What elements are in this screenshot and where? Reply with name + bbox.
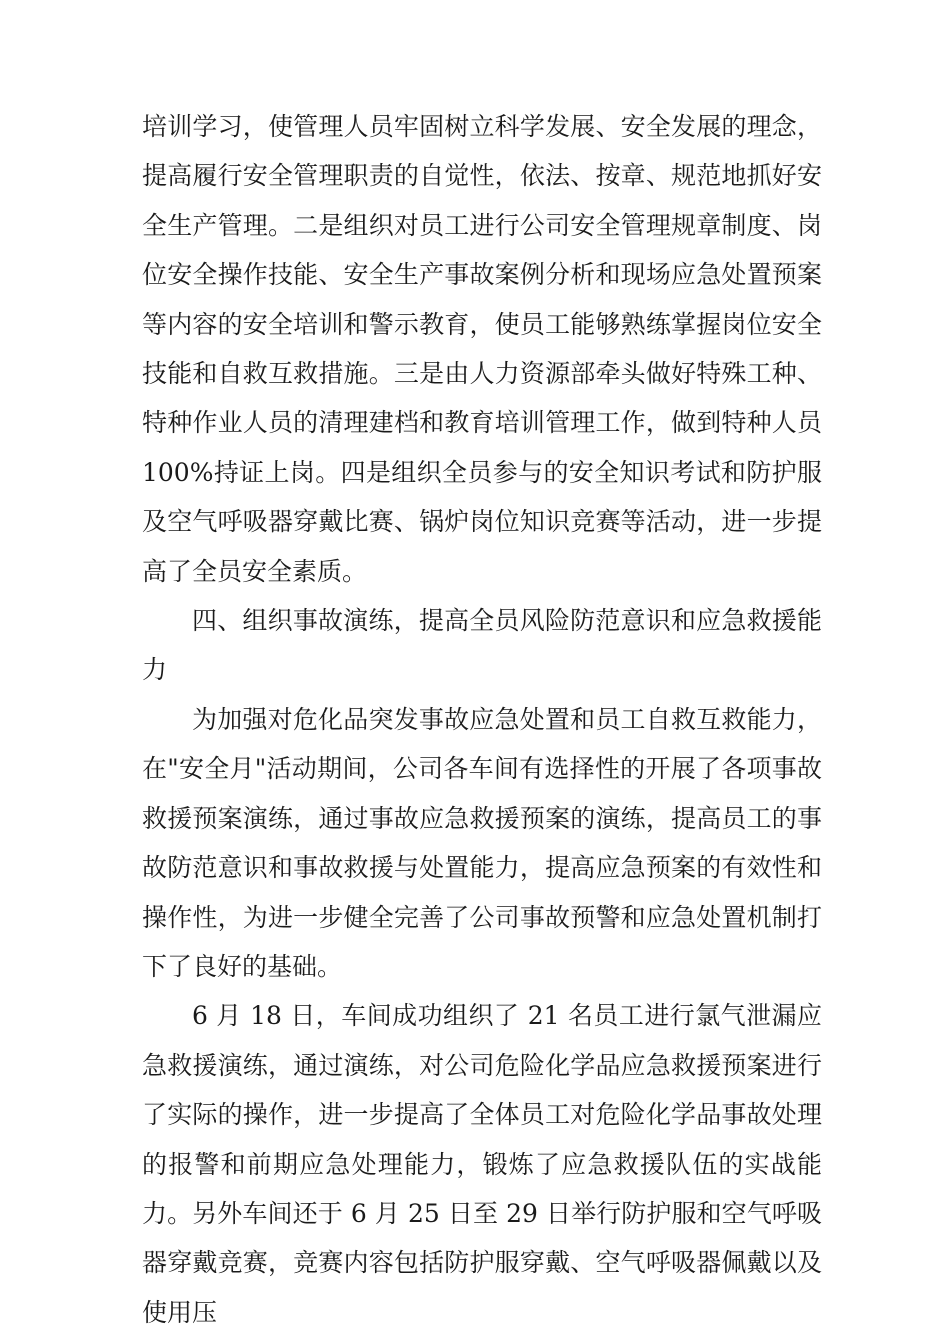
paragraph-drill-purpose: 为加强对危化品突发事故应急处置和员工自救互救能力，在"安全月"活动期间，公司各车间有选择性的开展了各项事故救援预案演练，通过事故应急救援预案的演练，提高员工的事故防范意识和事故救援与处置能力，提高应急预案的有效性和操作性，为进一步健全完善了公司事故预警和应急处置机制打下了良好的基础。: [142, 704, 822, 981]
document-body: [142, 102, 822, 1337]
paragraph-training-summary: 培训学习，使管理人员牢固树立科学发展、安全发展的理念，提高履行安全管理职责的自觉性，依法、按章、规范地抓好安全生产管理。二是组织对员工进行公司安全管理规章制度、岗位安全操作技能、安全生产事故案例分析和现场应急处置预案等内容的安全培训和警示教育，使员工能够熟练掌握岗位安全技能和自救互救措施。三是由人力资源部牵头做好特殊工种、特种作业人员的清理建档和教育培训管理工作，做到特种人员100%持证上岗。四是组织全员参与的安全知识考试和防护服及空气呼吸器穿戴比赛、锅炉岗位知识竞赛等活动，进一步提高了全员安全素质。: [142, 112, 822, 586]
section-heading-four: 四、组织事故演练，提高全员风险防范意识和应急救援能力: [142, 606, 822, 685]
paragraph-chlorine-drill: 6 月 18 日，车间成功组织了 21 名员工进行氯气泄漏应急救援演练，通过演练，对公司危险化学品应急救援预案进行了实际的操作，进一步提高了全体员工对危险化学品事故处理的报警和前期应急处理能力，锻炼了应急救援队伍的实战能力。另外车间还于 6 月 25 日至 29 日举行防护服和空气呼吸器穿戴竞赛，竞赛内容包括防护服穿戴、空气呼吸器佩戴以及使用压: [142, 1001, 822, 1327]
